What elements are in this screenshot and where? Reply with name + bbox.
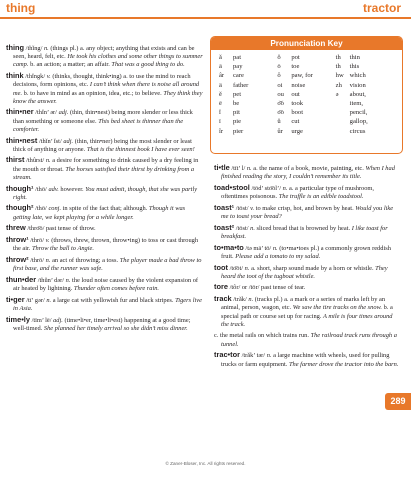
dictionary-entry xyxy=(214,164,400,181)
entry-example: You must admit, though, that she was partly right. xyxy=(13,185,198,201)
key-example-word: pet xyxy=(233,90,242,98)
key-example-word: took xyxy=(291,100,304,108)
entry-headword: toot xyxy=(214,262,228,272)
entry-headword: think xyxy=(6,71,24,81)
dictionary-entry xyxy=(214,224,400,241)
key-example-word: be xyxy=(233,100,240,108)
key-cell xyxy=(219,53,277,62)
pronunciation-key-grid xyxy=(211,50,402,136)
key-example-word: pier xyxy=(233,127,244,135)
entry-example: The farmer drove the tractor into the barn. xyxy=(288,360,399,368)
entry-headword: thin•ner xyxy=(6,107,34,117)
dictionary-entry xyxy=(6,72,204,106)
entry-pronunciation: /tī’ gər/ xyxy=(26,296,45,304)
key-example-word: father xyxy=(233,81,249,89)
entry-definition-2: b. an action; a matter; an affair. xyxy=(30,61,110,69)
dictionary-entry xyxy=(214,351,400,368)
key-symbol: ô xyxy=(277,72,281,80)
entry-example: Tigers live in Asia. xyxy=(13,296,202,312)
entry-example: That is the thinnest book I have ever seen! xyxy=(86,145,195,153)
entry-example: Throw the ball to Angie. xyxy=(32,245,94,253)
key-example-word: paw, for xyxy=(291,72,313,80)
entry-headword: thin•nest xyxy=(6,135,38,145)
dictionary-entry xyxy=(6,296,204,313)
entry-part-of-speech: v. xyxy=(46,73,51,81)
key-cell xyxy=(277,127,335,136)
key-example-word: cut xyxy=(291,118,300,126)
entry-headword: to•ma•to xyxy=(214,242,244,252)
key-symbol: ĭ xyxy=(219,109,221,117)
key-cell xyxy=(336,117,394,126)
entry-example-2: A mile is four times around the track. xyxy=(221,312,393,328)
entry-definition: (throws, threw, thrown, throw•ing) to toss or cast through the air. xyxy=(13,237,199,253)
entry-example: I can’t think when there is noise all around me. xyxy=(13,81,200,97)
key-cell xyxy=(277,71,335,80)
entry-part-of-speech: n. xyxy=(65,276,71,284)
entry-headword: thun•der xyxy=(6,274,37,284)
entry-part-of-speech: n. xyxy=(282,184,288,192)
key-example-word: this xyxy=(349,63,360,71)
entry-part-of-speech: n. xyxy=(248,296,254,304)
key-example-word: pit xyxy=(233,109,240,117)
key-example-word: gallop, xyxy=(349,118,368,126)
entry-definition-2: b. a special path or course set up for racing. xyxy=(221,304,393,320)
entry-headword: threw xyxy=(6,223,26,233)
entry-headword: ti•tle xyxy=(214,163,230,172)
entry-headword: thirst xyxy=(6,155,25,165)
key-cell xyxy=(336,71,394,80)
left-column-entries xyxy=(6,44,204,336)
key-symbol: o͞o xyxy=(277,109,284,117)
key-symbol: ā xyxy=(219,63,222,71)
entry-headword: throw¹ xyxy=(6,235,29,245)
dictionary-entry xyxy=(6,156,204,182)
entry-headword: throw² xyxy=(6,254,29,264)
entry-example: The railroad track runs through a tunnel. xyxy=(221,332,397,348)
entry-pronunciation: /thō/ xyxy=(35,205,47,213)
entry-part-of-speech: n. xyxy=(246,165,252,172)
key-cell xyxy=(277,53,335,62)
entry-pronunciation: /thō/ xyxy=(35,185,47,193)
entry-part-of-speech: n. xyxy=(272,244,278,252)
entry-example: Thunder often comes before rain. xyxy=(73,285,160,293)
entry-definition: an act of throwing; a toss. xyxy=(52,256,119,264)
key-example-word: which xyxy=(349,72,366,80)
entry-example: We saw the tire tracks on the snow. xyxy=(292,304,382,312)
entry-part-of-speech: adj. xyxy=(53,316,63,324)
key-symbol: ī xyxy=(219,118,221,126)
key-cell xyxy=(336,127,394,136)
dictionary-entry xyxy=(6,108,204,134)
entry-example-2: That was a good thing to do. xyxy=(111,61,185,69)
entry-part-of-speech: v. xyxy=(250,204,255,212)
entry-headword: though¹ xyxy=(6,183,34,193)
key-symbol: ĕ xyxy=(219,90,222,98)
dictionary-entry xyxy=(214,204,400,221)
key-symbol: hw xyxy=(335,72,344,80)
entry-headword: time•ly xyxy=(6,314,30,324)
entry-example: This bed sheet is thinner than the comforter. xyxy=(13,117,184,133)
entry-definition: a desire for something to drink caused by a dry feeling in the mouth or throat. xyxy=(13,157,199,173)
key-example-word: noise xyxy=(291,81,306,89)
entry-headword: tore xyxy=(214,282,228,292)
key-symbol: ûr xyxy=(277,127,283,135)
dictionary-entry xyxy=(6,276,204,293)
entry-example: Though it was getting late, we kept playing for a while longer. xyxy=(13,205,186,221)
dictionary-entry xyxy=(214,295,400,329)
key-cell xyxy=(277,99,335,108)
key-symbol: âr xyxy=(219,72,225,80)
key-symbol: ō xyxy=(277,63,281,71)
entry-example: The player made a bad throw to first base, and the runner was safe. xyxy=(13,256,202,273)
entry-pronunciation: /thŭn’ dər/ xyxy=(37,276,65,284)
dictionary-entry xyxy=(214,283,400,292)
entry-pronunciation: /tīm’ lē/ xyxy=(31,316,52,324)
entry-definition: sliced bread that is browned by heat. xyxy=(256,224,351,232)
dictionary-entry xyxy=(6,185,204,202)
key-cell xyxy=(277,81,335,90)
entry-pronunciation: /tōst/ xyxy=(235,204,249,212)
key-example-word: item, xyxy=(349,100,364,108)
key-symbol: ə xyxy=(335,90,339,98)
key-example-word: pot xyxy=(291,54,300,61)
key-cell xyxy=(336,108,394,117)
key-example-word: pat xyxy=(233,54,242,61)
entry-headword: toast² xyxy=(214,222,235,232)
entry-headword: track xyxy=(214,294,232,304)
guide-word-right: tractor xyxy=(362,1,401,15)
dictionary-entry xyxy=(214,331,400,348)
entry-headword: though² xyxy=(6,203,34,213)
entry-pronunciation: /thûrst/ xyxy=(26,157,45,165)
entry-pronunciation: /thĭn’ ĭst/ xyxy=(38,137,62,145)
entry-definition: a. the name of a book, movie, painting, etc. xyxy=(253,165,364,172)
entry-definition: (thinks, thought, think•ing) a. to use the mind to reach decisions, form opinions, etc. xyxy=(13,73,191,89)
key-symbol: îr xyxy=(219,127,224,135)
key-cell xyxy=(277,90,335,99)
entry-definition: the loud noise caused by the violent expansion of air heated by lightning. xyxy=(13,276,199,293)
dictionary-entry xyxy=(214,184,400,201)
entry-definition: (thin, thin•nest) being more slender or less thick than something or someone else. xyxy=(13,109,193,125)
key-cell xyxy=(277,117,335,126)
entry-example: They heard the toot of the tugboat whistle. xyxy=(221,264,388,280)
entry-part-of-speech: n. xyxy=(45,157,51,165)
entry-example: When I had finished reading the story, I couldn’t remember its title. xyxy=(221,165,395,181)
entry-example: The horses satisfied their thirst by drinking from a stream. xyxy=(13,165,195,181)
entry-example: I like toast for breakfast. xyxy=(221,224,388,240)
key-symbol: ä xyxy=(219,81,222,89)
entry-definition: however. xyxy=(60,185,84,193)
entry-definition-2: b. to have in mind as an opinion, idea, etc.; to believe. xyxy=(23,89,162,97)
entry-pronunciation: /trăk/ xyxy=(233,296,247,304)
key-example-word: pie xyxy=(233,118,242,126)
key-example-word: out xyxy=(291,90,300,98)
entry-definition: c. the metal rails on which trains run. xyxy=(214,332,309,340)
entry-part-of-speech: adj. xyxy=(63,137,74,145)
entry-definition: a large machine with wheels, used for pulling trucks or farm equipment. xyxy=(221,352,390,368)
key-symbol: ou xyxy=(277,90,284,98)
key-example-word: thin xyxy=(349,54,360,61)
entry-part-of-speech: n. xyxy=(43,45,49,52)
key-cell xyxy=(219,62,277,71)
entry-pronunciation: /thrō/ xyxy=(30,237,45,245)
dictionary-entry xyxy=(6,204,204,221)
key-example-word: pencil, xyxy=(349,109,368,117)
copyright-notice: © Zaner-Bloser, Inc. All rights reserved. xyxy=(165,461,246,466)
key-cell xyxy=(336,53,394,62)
key-symbol: ē xyxy=(219,100,222,108)
entry-definition: (to•ma•toes pl.) a commonly grown reddish fruit. xyxy=(221,244,391,260)
entry-part-of-speech: n. xyxy=(266,352,272,360)
key-example-word: pay xyxy=(233,63,243,71)
entry-definition: (things pl.) a. any object; anything that exists and can be seen, heard, felt, etc. xyxy=(13,45,195,61)
entry-definition: in spite of the fact that; although. xyxy=(62,205,148,213)
key-cell xyxy=(219,127,277,136)
key-symbol: zh xyxy=(335,81,342,89)
entry-definition: past tense of throw. xyxy=(45,225,96,233)
entry-pronunciation: /thĭngk/ xyxy=(25,73,46,81)
entry-example: The truffle is an edible toadstool. xyxy=(278,193,364,201)
entry-definition: (tracks pl.) a. a mark or a series of marks left by an animal, person, wagon, etc. xyxy=(221,296,386,312)
entry-example: Would you like me to toast your bread? xyxy=(221,204,394,221)
entry-part-of-speech: conj. xyxy=(48,205,62,213)
dictionary-entry xyxy=(214,264,400,281)
key-cell xyxy=(336,99,394,108)
header-rule xyxy=(0,17,411,19)
key-cell xyxy=(336,62,394,71)
key-example-word: care xyxy=(233,72,244,80)
key-cell xyxy=(219,108,277,117)
guide-word-left: thing xyxy=(6,1,36,15)
entry-definition: (thin, thin•ner) being the most slender or least thick of anything or anyone. xyxy=(13,137,192,153)
key-cell xyxy=(336,81,394,90)
entry-pronunciation: /tə mā’ tō/ xyxy=(245,244,272,252)
key-symbol: ă xyxy=(219,54,222,61)
key-cell xyxy=(219,117,277,126)
entry-part-of-speech: adj. xyxy=(58,109,69,117)
pronunciation-key-title: Pronunciation Key xyxy=(211,37,402,50)
pronunciation-key xyxy=(210,36,403,154)
entry-example: Please add a tomato to my salad. xyxy=(235,252,321,260)
key-symbol: o͝o xyxy=(277,100,284,108)
entry-pronunciation: /thĭng/ xyxy=(25,45,43,52)
key-example-word: urge xyxy=(291,127,303,135)
entry-definition: past tense of tear. xyxy=(261,284,306,292)
entry-definition: a. a particular type of mushroom, oftentimes poisonous. xyxy=(221,184,375,201)
entry-pronunciation: /to͞ot/ xyxy=(229,264,244,272)
dictionary-entry xyxy=(6,137,204,154)
entry-headword: trac•tor xyxy=(214,350,240,360)
key-symbol: ŏ xyxy=(277,54,281,61)
key-cell xyxy=(219,81,277,90)
entry-pronunciation: /tīt’ l/ xyxy=(231,165,246,172)
entry-headword: toast¹ xyxy=(214,202,235,212)
entry-headword: toad•stool xyxy=(214,182,250,192)
entry-part-of-speech: n. xyxy=(244,264,250,272)
key-example-word: circus xyxy=(349,127,366,135)
entry-part-of-speech: n. xyxy=(250,224,255,232)
entry-definition: (time•li•er, time•li•est) happening at a good time; well-timed. xyxy=(13,316,191,332)
dictionary-entry xyxy=(6,316,204,333)
dictionary-entry xyxy=(6,256,204,273)
entry-pronunciation: /tōst/ xyxy=(235,224,249,232)
entry-part-of-speech: n. xyxy=(45,256,51,264)
dictionary-entry xyxy=(6,236,204,253)
entry-part-of-speech: adv. xyxy=(48,185,59,193)
entry-definition: a. short, sharp sound made by a horn or whistle. xyxy=(251,264,374,272)
key-symbol: oi xyxy=(277,81,283,89)
entry-part-of-speech: n. xyxy=(46,296,52,304)
entry-example: He took his clothes and some other things to summer camp. xyxy=(13,53,203,69)
key-cell xyxy=(219,71,277,80)
entry-pronunciation: /trăk’ tər/ xyxy=(241,352,266,360)
key-symbol: th xyxy=(335,63,341,71)
key-symbol: ŭ xyxy=(277,118,281,126)
dictionary-entry xyxy=(6,224,204,233)
entry-definition: a large cat with yellowish fur and black stripes. xyxy=(52,296,174,304)
entry-part-of-speech: v. xyxy=(45,237,50,245)
entry-headword: thing xyxy=(6,43,25,52)
dictionary-entry xyxy=(214,244,400,261)
key-cell xyxy=(277,108,335,117)
key-cell xyxy=(219,90,277,99)
entry-definition: to make crisp, hot, and brown by heat. xyxy=(255,204,354,212)
dictionary-entry xyxy=(6,44,204,70)
entry-pronunciation: /thĭn’ ər/ xyxy=(35,109,57,117)
key-example-word: vision xyxy=(349,81,366,89)
key-cell xyxy=(219,99,277,108)
entry-headword: ti•ger xyxy=(6,294,25,304)
key-example-word: about, xyxy=(349,90,366,98)
key-symbol: th xyxy=(335,54,341,61)
entry-pronunciation: /tōd’ sto͞ol’/ xyxy=(251,184,281,192)
entry-pronunciation: /thrō/ xyxy=(30,256,45,264)
key-example-word: boot xyxy=(291,109,304,117)
key-cell xyxy=(277,62,335,71)
key-cell xyxy=(336,90,394,99)
entry-pronunciation: /thro͞o/ xyxy=(27,225,45,233)
right-column-entries xyxy=(214,164,400,371)
entry-pronunciation: /tôr/ or /tōr/ xyxy=(229,284,260,292)
guide-words-bar xyxy=(0,0,411,18)
entry-example: She planned her timely arrival so she didn’t miss dinner. xyxy=(43,324,188,332)
key-example-word: toe xyxy=(291,63,300,71)
entry-example-2: They think they know the answer. xyxy=(13,89,203,105)
page-number: 289 xyxy=(385,393,411,410)
